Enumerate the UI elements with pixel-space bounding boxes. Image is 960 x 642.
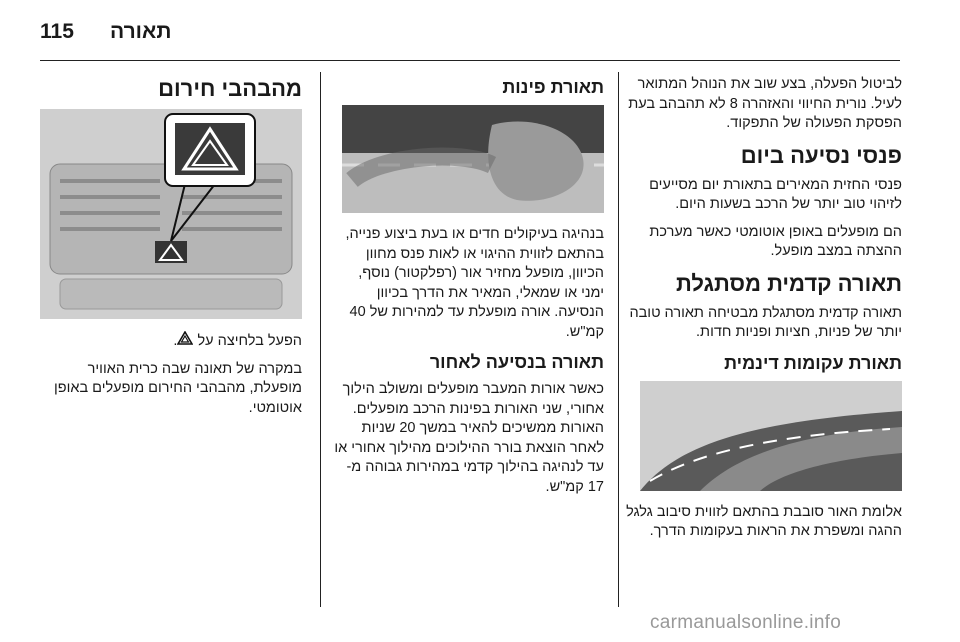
paragraph-reverse: כאשר אורות המעבר מופעלים ומשולב הילוך אחורי, שני האורות בפינות הרכב מופעלים. האורות ממשיכים להאיר במשך 20 שניות לאחר הוצאת בורר ההילוכים מהילוך אחורי או עד לנהיגה בהילוך קדמי במהירות גבוהה מ- 17 קמ"ש. [334, 381, 604, 495]
paragraph-hazard-activate [40, 331, 302, 352]
header-rule [40, 60, 900, 61]
right-column [624, 75, 902, 550]
paragraph-hazard-airbag: במקרה של תאונה שבה כרית האוויר מופעלת, מהבהבי החירום מופעלים באופן אוטומטי. [53, 360, 302, 416]
paragraph-deactivate: לביטול הפעלה, בצע שוב את הנוהל המתואר לעיל. נורית החיווי והאזהרה 8 לא תהבהב בעת הפסקת הפעולה של התפקוד. [628, 76, 902, 131]
column-divider-right [618, 72, 619, 607]
hazard-activate-text: הפעל בלחיצה על [197, 333, 302, 350]
paragraph-daytime-2: הם מופעלים באופן אוטומטי כאשר מערכת ההצתה במצב מופעל. [649, 223, 902, 259]
column-divider-left [320, 72, 321, 607]
page-header [40, 16, 900, 52]
heading-corner-lights: תאורת פינות [502, 77, 604, 97]
hazard-activate-end: . [173, 333, 178, 350]
hazard-switch-illustration [40, 109, 302, 319]
left-column [40, 75, 302, 426]
heading-dynamic-curve: תאורת עקומות דינמית [724, 352, 902, 373]
section-title: תאורה [110, 20, 172, 43]
page-number: 115 [40, 20, 74, 43]
dynamic-curve-illustration [640, 381, 902, 491]
heading-adaptive-lights: תאורה קדמית מסתגלת [676, 270, 902, 296]
paragraph-dynamic: אלומת האור סובבת בהתאם לזווית סיבוב גלגל ההגה ומשפרת את הראות בעקומות הדרך. [626, 503, 902, 539]
paragraph-corner: בנהיגה בעיקולים חדים או בעת ביצוע פנייה, בהתאם לזווית ההיגוי או לאות פנס מחוון הכיוון, מופעל מחזיר אור (רפלקטור) נוסף, ימני או שמאלי, המאיר את הדרך בכיוון הנסיעה. אורה מופעלת עד למהירות של 40 קמ"ש. [345, 226, 604, 340]
heading-reverse-lights: תאורה בנסיעה לאחור [429, 352, 604, 372]
middle-column [334, 75, 604, 505]
heading-daytime-lights: פנסי נסיעה ביום [740, 142, 902, 168]
watermark: carmanualsonline.info [650, 612, 842, 633]
paragraph-daytime-1: פנסי החזית המאירים בתאורת יום מסייעים לזיהוי טוב יותר של הרכב בשעות היום. [649, 176, 902, 212]
corner-light-illustration [342, 105, 604, 213]
hazard-triangle-icon [177, 331, 193, 352]
paragraph-adaptive: תאורה קדמית מסתגלת מבטיחה תאורה טובה יותר של פניות, חציות ופניות חדות. [629, 304, 902, 340]
heading-hazard-flashers: מהבהבי חירום [158, 76, 302, 101]
